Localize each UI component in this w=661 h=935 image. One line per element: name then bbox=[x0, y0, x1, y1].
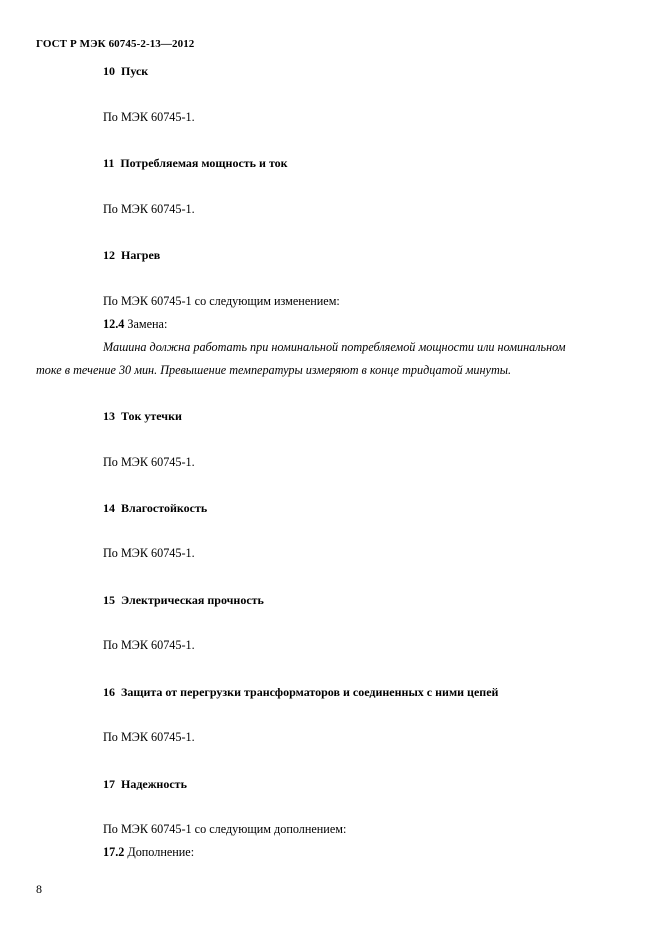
section-11-body: По МЭК 60745-1. bbox=[103, 202, 195, 216]
section-13-body: По МЭК 60745-1. bbox=[103, 455, 195, 469]
section-number: 12 bbox=[103, 248, 115, 262]
section-number: 17 bbox=[103, 777, 115, 791]
section-title: Потребляемая мощность и ток bbox=[120, 156, 288, 170]
section-13-heading bbox=[103, 408, 182, 424]
section-title: Ток утечки bbox=[121, 409, 182, 423]
section-12-heading bbox=[103, 247, 160, 263]
section-number: 15 bbox=[103, 593, 115, 607]
section-title: Надежность bbox=[121, 777, 187, 791]
section-number: 16 bbox=[103, 685, 115, 699]
section-title: Влагостойкость bbox=[121, 501, 208, 515]
section-number: 11 bbox=[103, 156, 115, 170]
section-number: 10 bbox=[103, 64, 115, 78]
section-15-body: По МЭК 60745-1. bbox=[103, 638, 195, 652]
clause-label: Замена: bbox=[127, 317, 168, 331]
clause-label: Дополнение: bbox=[127, 845, 195, 859]
section-number: 14 bbox=[103, 501, 115, 515]
section-17-heading bbox=[103, 776, 187, 792]
clause-12-4 bbox=[103, 316, 167, 332]
section-17-body: По МЭК 60745-1 со следующим дополнением: bbox=[103, 822, 347, 836]
clause-12-4-text-line-2: токе в течение 30 мин. Превышение температуры измеряют в конце тридцатой минуты. bbox=[36, 363, 512, 377]
section-10-heading bbox=[103, 63, 148, 79]
clause-17-2 bbox=[103, 844, 194, 860]
clause-number: 17.2 bbox=[103, 845, 125, 859]
section-number: 13 bbox=[103, 409, 115, 423]
document-header: ГОСТ Р МЭК 60745-2-13—2012 bbox=[36, 38, 195, 50]
section-16-body: По МЭК 60745-1. bbox=[103, 730, 195, 744]
clause-number: 12.4 bbox=[103, 317, 125, 331]
section-14-body: По МЭК 60745-1. bbox=[103, 546, 195, 560]
section-title: Нагрев bbox=[121, 248, 161, 262]
section-12-body: По МЭК 60745-1 со следующим изменением: bbox=[103, 294, 340, 308]
section-title: Защита от перегрузки трансформаторов и соединенных с ними цепей bbox=[121, 685, 499, 699]
section-11-heading bbox=[103, 155, 288, 171]
clause-12-4-text-line-1: Машина должна работать при номинальной потребляемой мощности или номинальном bbox=[103, 340, 566, 354]
section-title: Электрическая прочность bbox=[121, 593, 264, 607]
section-title: Пуск bbox=[121, 64, 149, 78]
section-15-heading bbox=[103, 592, 264, 608]
section-10-body: По МЭК 60745-1. bbox=[103, 110, 195, 124]
page-number: 8 bbox=[36, 882, 42, 896]
section-14-heading bbox=[103, 500, 207, 516]
section-16-heading bbox=[103, 684, 498, 700]
